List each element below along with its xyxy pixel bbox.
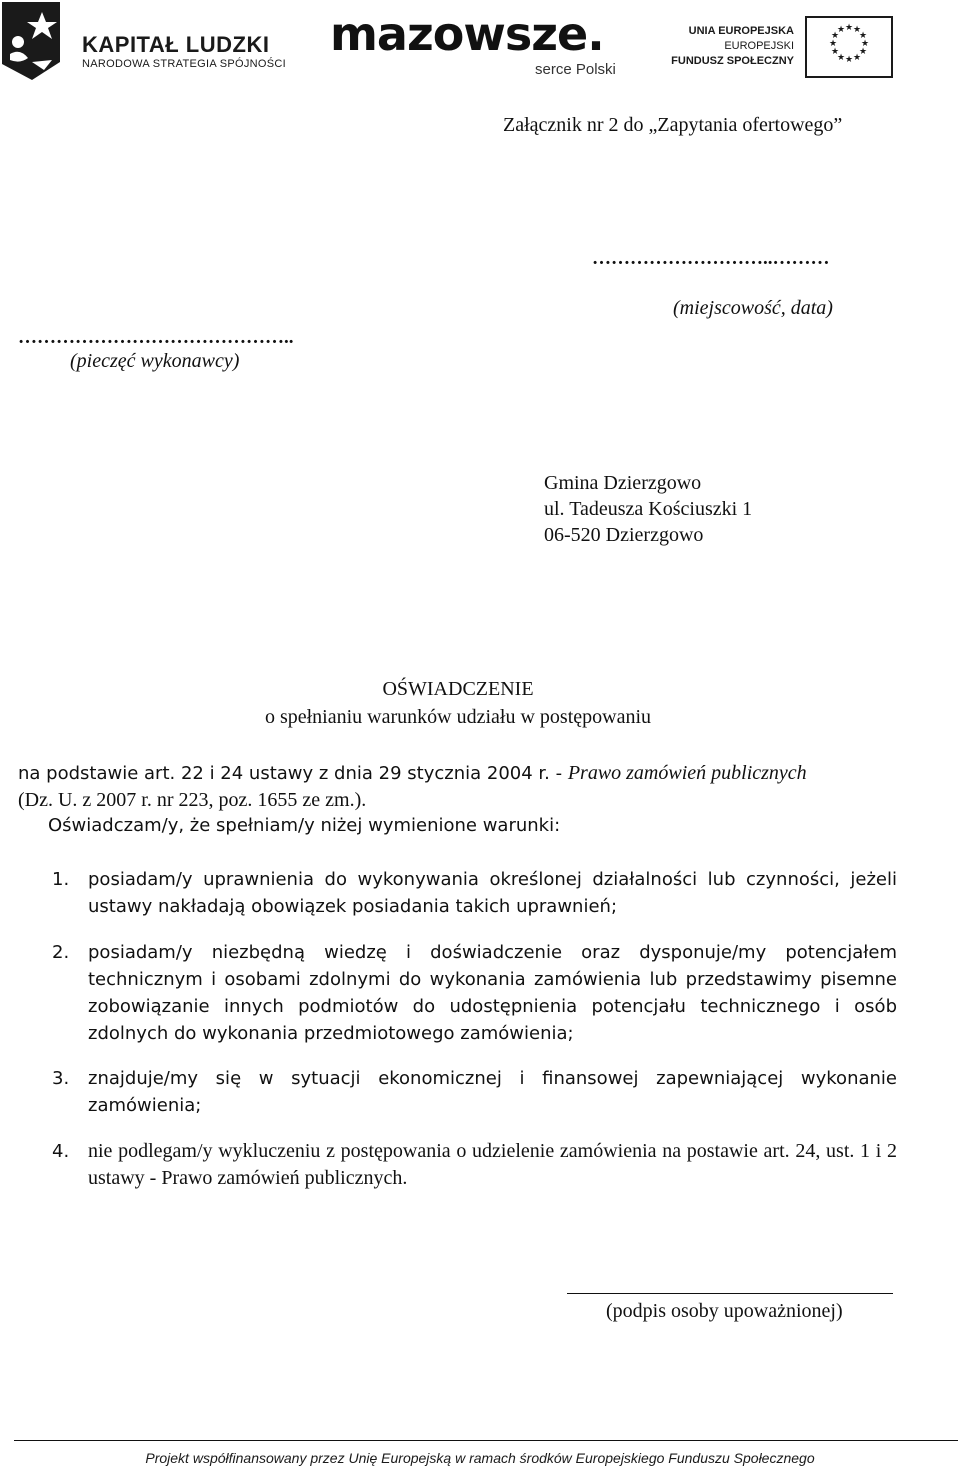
- list-item: [52, 939, 897, 1047]
- eu-line-1: UNIA EUROPEJSKA: [688, 25, 794, 37]
- mazowsze-subtitle: serce Polski: [535, 61, 616, 78]
- list-item: [52, 1065, 897, 1119]
- recipient-street: ul. Tadeusza Kościuszki 1: [544, 498, 753, 520]
- legal-basis: [18, 760, 898, 813]
- footer-text: Projekt współfinansowany przez Unię Europejską w ramach środków Europejskiego Funduszu Społecznego: [145, 1450, 815, 1466]
- eu-line-3: FUNDUSZ SPOŁECZNY: [671, 55, 794, 67]
- eu-line-2: EUROPEJSKI: [724, 40, 794, 52]
- kapital-ludzki-logo: [0, 0, 290, 82]
- svg-text:★: ★: [860, 39, 870, 49]
- legal-basis-act: Prawo zamówień publicznych: [567, 762, 807, 784]
- kapital-ludzki-emblem: [2, 2, 60, 80]
- list-item-number: 2.: [52, 942, 70, 963]
- place-date-label: (miejscowość, data): [673, 297, 833, 319]
- document-title: OŚWIADCZENIE: [382, 678, 534, 700]
- declaration-intro: Oświadczam/y, że spełniam/y niżej wymienione warunki:: [48, 815, 561, 836]
- svg-text:★: ★: [830, 31, 840, 41]
- list-item-text: posiadam/y niezbędną wiedzę i doświadczenie oraz dysponuje/my potencjałem technicznym i osobami zdolnymi do wykonania zamówienia lub przedstawimy pisemne zobowiązanie innych podmiotów do udostępnienia potencjału technicznego i osób zdolnych do wykonania przedmiotowego zamówienia;: [88, 942, 897, 1044]
- list-item-number: 1.: [52, 869, 70, 890]
- eu-logo: [670, 16, 895, 80]
- document-subtitle: o spełnianiu warunków udziału w postępowaniu: [264, 706, 652, 728]
- stamp-label: (pieczęć wykonawcy): [70, 350, 240, 372]
- list-item-number: 3.: [52, 1068, 70, 1089]
- recipient-name: Gmina Dzierzgowo: [544, 472, 702, 494]
- eu-text-block: [670, 24, 794, 69]
- kapital-ludzki-title: KAPITAŁ LUDZKI: [82, 32, 270, 57]
- attachment-title: Załącznik nr 2 do „Zapytania ofertowego”: [503, 114, 843, 136]
- signature-line: [567, 1293, 893, 1294]
- svg-text:★: ★: [836, 53, 846, 63]
- list-item-text: nie podlegam/y wykluczeniu z postępowania o udzielenie zamówienia na postawie art. 24, ust. 1 i 2 ustawy - Prawo zamówień publicznych.: [88, 1140, 897, 1189]
- svg-text:★: ★: [844, 55, 854, 65]
- legal-basis-text: na podstawie art. 22 i 24 ustawy z dnia 29 stycznia 2004 r. -: [18, 763, 568, 784]
- mazowsze-logo: [330, 5, 630, 85]
- svg-text:★: ★: [852, 25, 862, 35]
- svg-text:★: ★: [830, 47, 840, 57]
- place-date-dots: ………………………..………: [592, 248, 830, 269]
- list-item-text: posiadam/y uprawnienia do wykonywania określonej działalności lub czynności, jeżeli ustawy nakładają obowiązek posiadania takich uprawnień;: [88, 869, 897, 917]
- kapital-ludzki-subtitle: NARODOWA STRATEGIA SPÓJNOŚCI: [82, 58, 286, 70]
- footer-divider: [14, 1440, 958, 1441]
- legal-basis-journal: (Dz. U. z 2007 r. nr 223, poz. 1655 ze zm.).: [18, 789, 367, 811]
- list-item: [52, 866, 897, 920]
- svg-text:★: ★: [836, 25, 846, 35]
- signature-label: (podpis osoby upoważnionej): [606, 1300, 843, 1322]
- list-item: [52, 1138, 897, 1192]
- list-item-text: znajduje/my się w sytuacji ekonomicznej i finansowej zapewniającej wykonanie zamówienia;: [88, 1068, 897, 1116]
- svg-text:★: ★: [844, 23, 854, 33]
- recipient-block: [544, 470, 752, 548]
- svg-text:★: ★: [828, 39, 838, 49]
- mazowsze-title: mazowsze.: [330, 7, 604, 61]
- stamp-dots: ……………………………………..: [18, 327, 294, 348]
- svg-text:★: ★: [852, 53, 862, 63]
- recipient-city: 06-520 Dzierzgowo: [544, 524, 704, 546]
- svg-text:★: ★: [858, 31, 868, 41]
- list-item-number: 4.: [52, 1141, 70, 1162]
- eu-flag-icon: [805, 16, 893, 78]
- svg-text:★: ★: [858, 47, 868, 57]
